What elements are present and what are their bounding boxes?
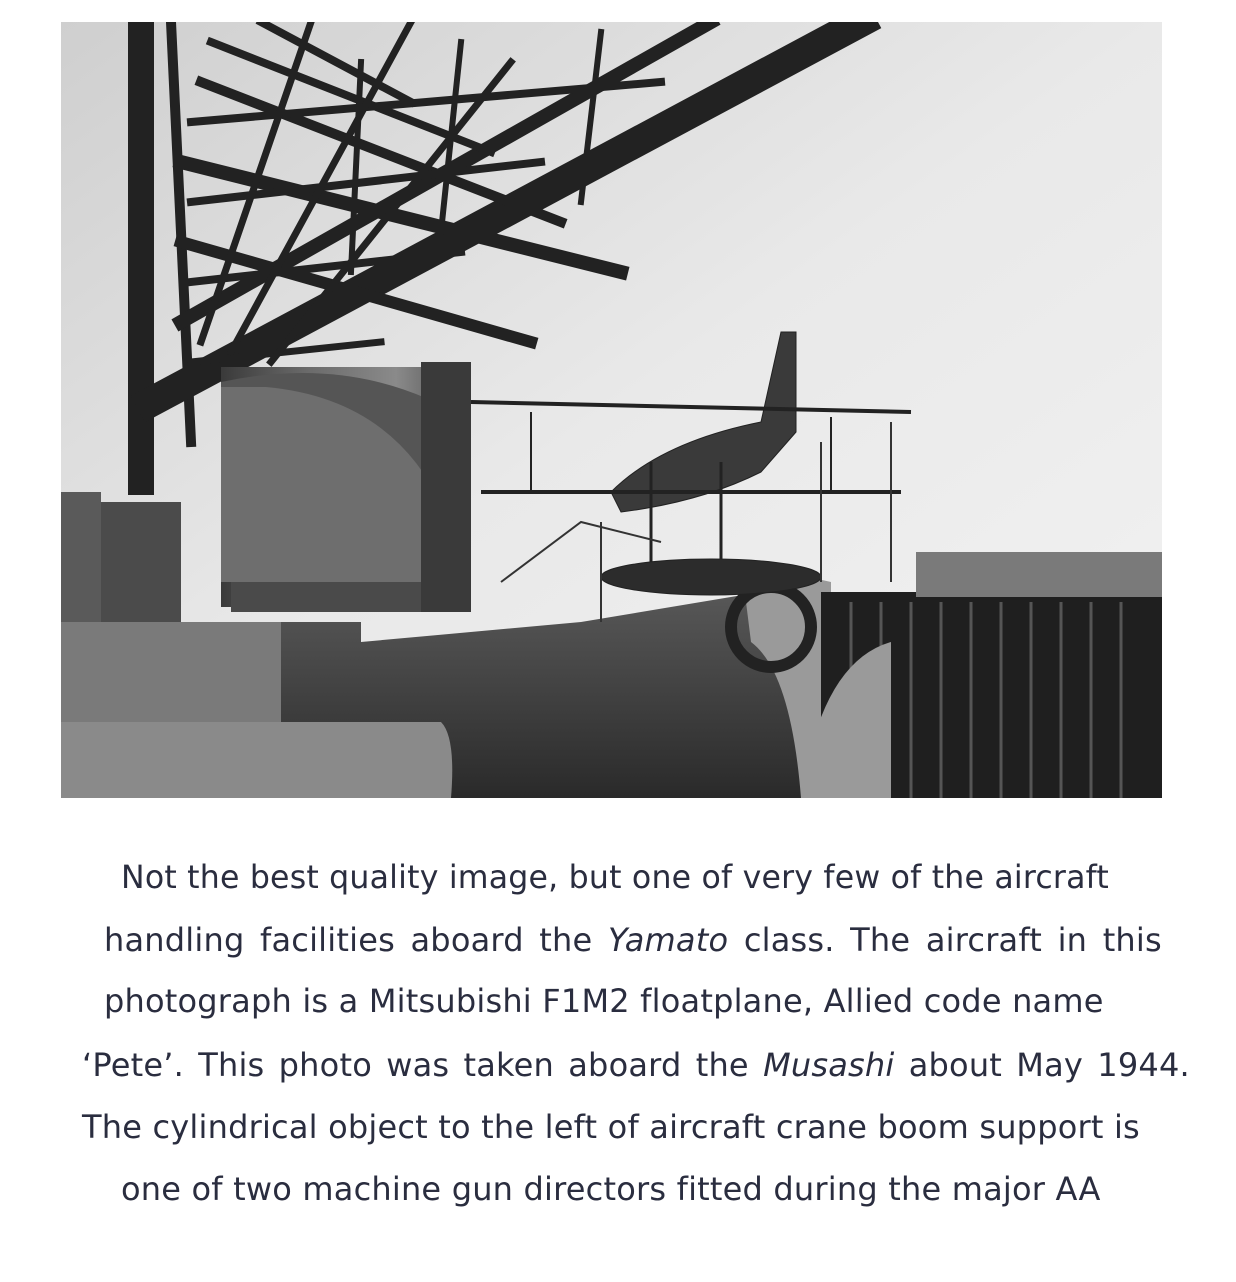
caption-line-4-word: photo [278, 1046, 372, 1084]
caption-line-1 [121, 853, 1109, 901]
caption-line-2-word: the [539, 921, 593, 959]
caption-line-4-word: Musashi [763, 1046, 895, 1084]
caption-line-2-word: aboard [410, 921, 524, 959]
caption-line-4-word: about [908, 1046, 1003, 1084]
caption-line-4-word: was [386, 1046, 450, 1084]
caption-text-line-5: The cylindrical object to the left of aircraft crane boom support is [82, 1108, 1140, 1146]
caption-line-4-word: May [1016, 1046, 1084, 1084]
photo-illustration [61, 22, 1162, 798]
caption-text-line-6: one of two machine gun directors fitted during the major AA [121, 1170, 1101, 1208]
caption-line-4-word: taken [463, 1046, 555, 1084]
caption-line-2-word: in [1057, 921, 1088, 959]
caption-line-2-word: class. [743, 921, 835, 959]
caption-line-6 [121, 1165, 1105, 1213]
caption-text-line-3: photograph is a Mitsubishi F1M2 floatplane, Allied code name [104, 982, 1104, 1020]
caption-text-line-1: Not the best quality image, but one of very few of the aircraft [121, 858, 1109, 896]
caption-line-2-word: The [850, 921, 911, 959]
caption-line-5 [82, 1103, 1140, 1151]
caption-line-4-word: 1944. [1097, 1046, 1190, 1084]
caption-line-2-word: Yamato [607, 921, 729, 959]
caption-line-4-word: aboard [568, 1046, 682, 1084]
caption-line-2-word: aircraft [925, 921, 1043, 959]
caption-line-2-word: handling [104, 921, 245, 959]
caption-line-4-word: This [198, 1046, 265, 1084]
caption-line-3 [104, 977, 1120, 1025]
caption-line-4-word: the [695, 1046, 749, 1084]
caption-line-4-word: ‘Pete’. [82, 1046, 184, 1084]
photo-aircraft-handling-facilities [61, 22, 1162, 798]
caption-line-2-word: facilities [260, 921, 395, 959]
caption-line-2 [104, 916, 1162, 964]
caption-line-2-word: this [1102, 921, 1162, 959]
caption-line-4 [82, 1041, 1190, 1089]
